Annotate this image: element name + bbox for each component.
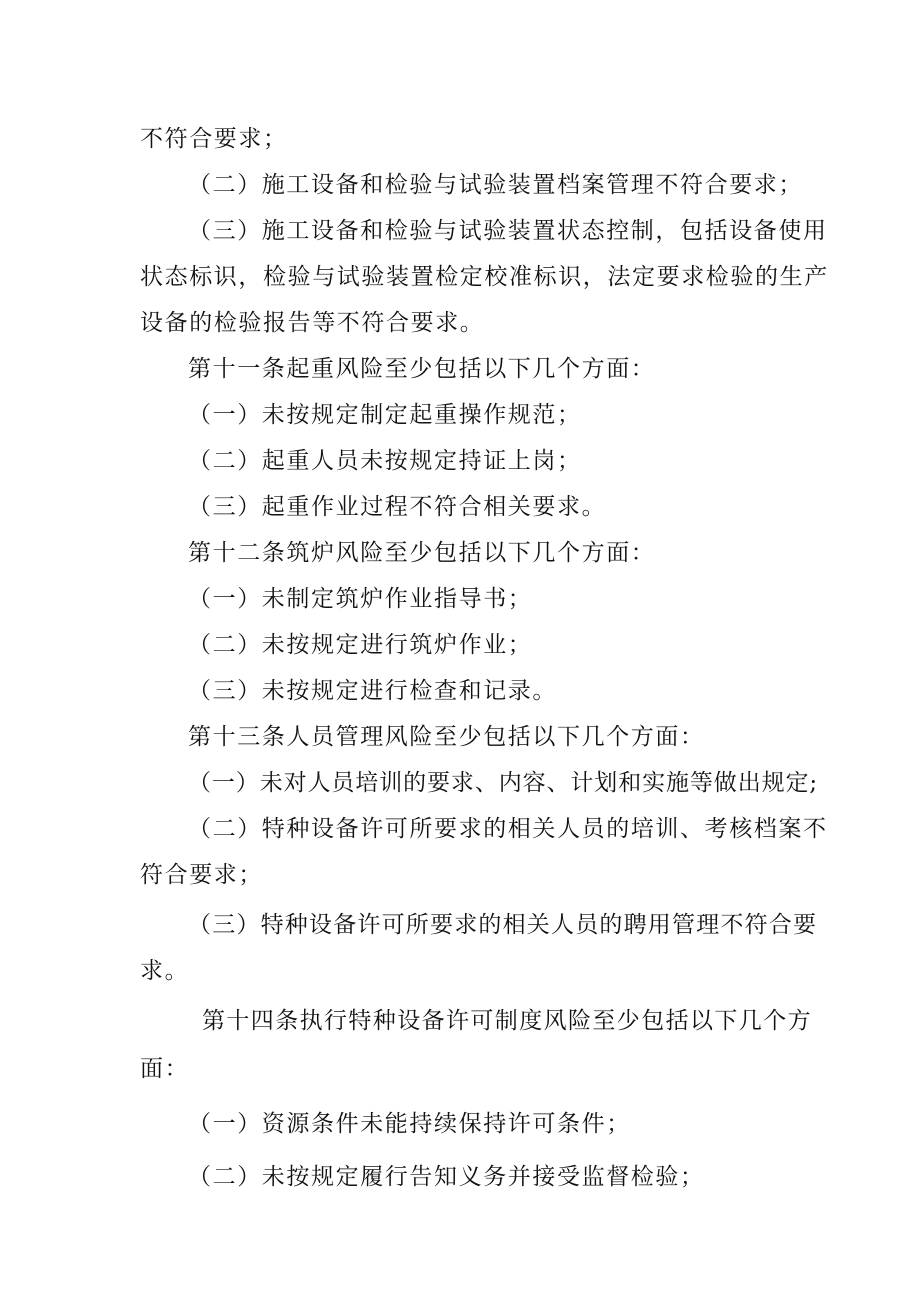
article-14-heading: 第十四条执行特种设备许可制度风险至少包括以下几个方	[202, 1008, 812, 1034]
text-line-5: （二）起重人员未按规定持证上岗；	[188, 448, 582, 474]
text-line-4: （一）未按规定制定起重操作规范；	[188, 402, 582, 428]
text-line-13b: 符合要求；	[140, 862, 263, 888]
text-line-13a: （二）特种设备许可所要求的相关人员的培训、考核档案不	[188, 816, 828, 842]
text-line-2a: （三）施工设备和检验与试验装置状态控制，包括设备使用	[188, 218, 828, 244]
text-line-16: （一）资源条件未能持续保持许可条件；	[188, 1111, 631, 1137]
text-line-2c: 设备的检验报告等不符合要求。	[140, 310, 485, 336]
text-line-14b: 求。	[140, 958, 190, 984]
article-12-heading: 第十二条筑炉风险至少包括以下几个方面：	[188, 540, 656, 566]
text-line-10: （三）未按规定进行检查和记录。	[188, 678, 557, 704]
text-line-6: （三）起重作业过程不符合相关要求。	[188, 494, 607, 520]
article-13-heading: 第十三条人员管理风险至少包括以下几个方面：	[188, 724, 705, 750]
text-line-12: （一）未对人员培训的要求、内容、计划和实施等做出规定;	[188, 770, 819, 796]
text-line-1: （二）施工设备和检验与试验装置档案管理不符合要求；	[188, 172, 803, 198]
article-11-heading: 第十一条起重风险至少包括以下几个方面：	[188, 356, 656, 382]
text-line-17: （二）未按规定履行告知义务并接受监督检验；	[188, 1164, 705, 1190]
text-line-8: （一）未制定筑炉作业指导书；	[188, 586, 533, 612]
text-line-0: 不符合要求；	[140, 126, 288, 152]
text-line-2b: 状态标识，检验与试验装置检定校准标识，法定要求检验的生产	[140, 264, 829, 290]
text-line-9: （二）未按规定进行筑炉作业；	[188, 632, 533, 658]
text-line-15b: 面：	[140, 1056, 190, 1082]
text-line-14a: （三）特种设备许可所要求的相关人员的聘用管理不符合要	[188, 912, 818, 938]
